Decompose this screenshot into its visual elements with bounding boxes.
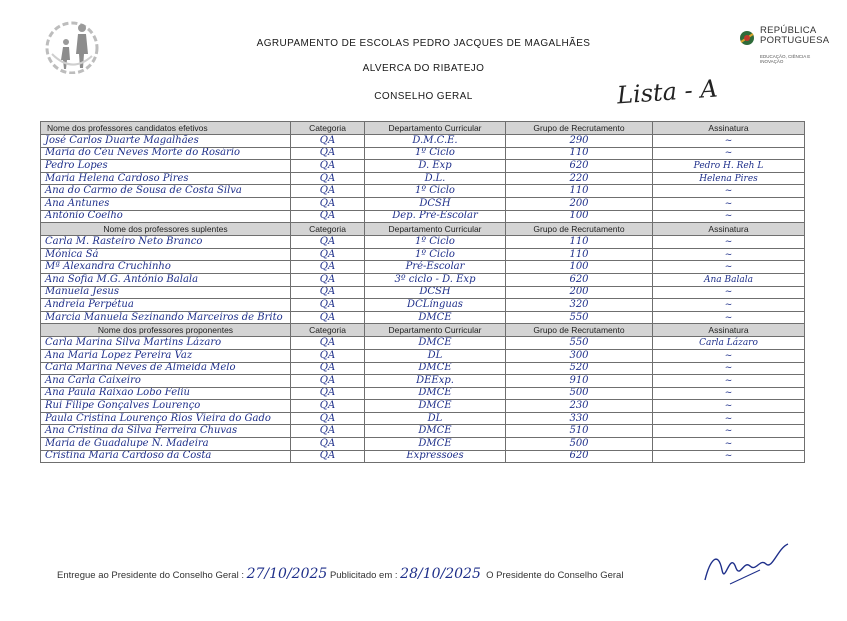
signature-cell: Ana Balala <box>653 273 805 286</box>
candidates-table <box>40 121 805 463</box>
teacher-name: Ana Paula Raixão Lobo Feliú <box>41 387 291 400</box>
teacher-name: Ana Carla Caixeiro <box>41 375 291 388</box>
department-cell: D.M.C.E. <box>365 135 506 148</box>
group-cell: 200 <box>506 286 653 299</box>
category-cell: QA <box>291 197 365 210</box>
table-row <box>41 135 805 148</box>
republic-title-2: PORTUGUESA <box>760 35 830 46</box>
teacher-name: Carla M. Rasteiro Neto Branco <box>41 236 291 249</box>
signature-cell: ~ <box>653 412 805 425</box>
group-cell: 110 <box>506 248 653 261</box>
column-header-department: Departamento Curricular <box>365 122 506 135</box>
signature-cell: ~ <box>653 236 805 249</box>
teacher-name: Marcia Manuela Sezinando Marceiros de Brito <box>41 311 291 324</box>
signature-cell: ~ <box>653 450 805 463</box>
signature-cell: ~ <box>653 248 805 261</box>
group-cell: 110 <box>506 147 653 160</box>
teacher-name: Maria Helena Cardoso Pires <box>41 172 291 185</box>
department-cell: 1º Ciclo <box>365 185 506 198</box>
category-cell: QA <box>291 236 365 249</box>
column-header-department: Departamento Curricular <box>365 223 506 236</box>
department-cell: DMCE <box>365 337 506 350</box>
table-row <box>41 147 805 160</box>
group-cell: 620 <box>506 160 653 173</box>
section-title: Nome dos professores suplentes <box>41 223 291 236</box>
signature-cell: ~ <box>653 438 805 451</box>
section-title: Nome dos professores candidatos efetivos <box>41 122 291 135</box>
column-header-category: Categoria <box>291 122 365 135</box>
group-cell: 110 <box>506 236 653 249</box>
column-header-category: Categoria <box>291 223 365 236</box>
category-cell: QA <box>291 248 365 261</box>
group-cell: 500 <box>506 387 653 400</box>
list-label: Lista - A <box>616 74 719 110</box>
signature-cell: ~ <box>653 299 805 312</box>
table-row <box>41 349 805 362</box>
teacher-name: Maria de Guadalupe N. Madeira <box>41 438 291 451</box>
signature-cell: ~ <box>653 210 805 223</box>
table-row <box>41 273 805 286</box>
section-header-row <box>41 324 805 337</box>
category-cell: QA <box>291 172 365 185</box>
category-cell: QA <box>291 210 365 223</box>
signature-cell: ~ <box>653 197 805 210</box>
section-title: Nome dos professores proponentes <box>41 324 291 337</box>
category-cell: QA <box>291 337 365 350</box>
column-header-signature: Assinatura <box>653 122 805 135</box>
republic-emblem-icon <box>738 28 756 52</box>
category-cell: QA <box>291 362 365 375</box>
signature-cell: ~ <box>653 147 805 160</box>
teacher-name: António Coelho <box>41 210 291 223</box>
table-row <box>41 425 805 438</box>
council-title: CONSELHO GERAL <box>374 91 473 102</box>
department-cell: DCLínguas <box>365 299 506 312</box>
department-cell: 3º ciclo - D. Exp <box>365 273 506 286</box>
table-row <box>41 210 805 223</box>
section-header-row <box>41 122 805 135</box>
published-date: 28/10/2025 <box>400 566 481 582</box>
delivered-date: 27/10/2025 <box>246 566 328 582</box>
category-cell: QA <box>291 147 365 160</box>
group-cell: 100 <box>506 210 653 223</box>
column-header-signature: Assinatura <box>653 324 805 337</box>
group-cell: 110 <box>506 185 653 198</box>
republic-title-1: REPÚBLICA <box>760 25 817 36</box>
table-row <box>41 160 805 173</box>
department-cell: D. Exp <box>365 160 506 173</box>
category-cell: QA <box>291 135 365 148</box>
signature-cell: ~ <box>653 375 805 388</box>
group-cell: 550 <box>506 337 653 350</box>
group-cell: 220 <box>506 172 653 185</box>
department-cell: DMCE <box>365 311 506 324</box>
department-cell: DMCE <box>365 400 506 413</box>
teacher-name: Ana Sofia M.G. António Balala <box>41 273 291 286</box>
category-cell: QA <box>291 311 365 324</box>
group-cell: 290 <box>506 135 653 148</box>
table-row <box>41 400 805 413</box>
table-row <box>41 362 805 375</box>
teacher-name: Ana Antunes <box>41 197 291 210</box>
table-row <box>41 438 805 451</box>
department-cell: D.L. <box>365 172 506 185</box>
signature-cell: ~ <box>653 362 805 375</box>
signature-cell: ~ <box>653 311 805 324</box>
president-signature <box>700 540 800 590</box>
signature-cell: ~ <box>653 185 805 198</box>
table-row <box>41 387 805 400</box>
category-cell: QA <box>291 425 365 438</box>
column-header-signature: Assinatura <box>653 223 805 236</box>
table-row <box>41 311 805 324</box>
column-header-category: Categoria <box>291 324 365 337</box>
department-cell: DL <box>365 349 506 362</box>
teacher-name: Ana Cristina da Silva Ferreira Chuvas <box>41 425 291 438</box>
department-cell: Expressões <box>365 450 506 463</box>
category-cell: QA <box>291 299 365 312</box>
department-cell: DEExp. <box>365 375 506 388</box>
footer <box>57 566 623 582</box>
delivered-label: Entregue ao Presidente do Conselho Geral : <box>57 570 244 581</box>
teacher-name: Maria do Céu Neves Morte do Rosário <box>41 147 291 160</box>
department-cell: DMCE <box>365 438 506 451</box>
category-cell: QA <box>291 387 365 400</box>
table-row <box>41 172 805 185</box>
table-row <box>41 450 805 463</box>
column-header-group: Grupo de Recrutamento <box>506 122 653 135</box>
signature-cell: Carla Lázaro <box>653 337 805 350</box>
teacher-name: Paula Cristina Lourenço Rios Vieira do Gado <box>41 412 291 425</box>
group-cell: 100 <box>506 261 653 274</box>
group-cell: 520 <box>506 362 653 375</box>
column-header-group: Grupo de Recrutamento <box>506 223 653 236</box>
teacher-name: José Carlos Duarte Magalhães <box>41 135 291 148</box>
signature-cell: Helena Pires <box>653 172 805 185</box>
president-label: O Presidente do Conselho Geral <box>486 570 624 581</box>
candidates-table-body <box>41 122 805 463</box>
teacher-name: Cristina Maria Cardoso da Costa <box>41 450 291 463</box>
table-row <box>41 248 805 261</box>
category-cell: QA <box>291 349 365 362</box>
table-row <box>41 236 805 249</box>
signature-cell: Pedro H. Reh L <box>653 160 805 173</box>
signature-cell: ~ <box>653 425 805 438</box>
department-cell: DL <box>365 412 506 425</box>
table-row <box>41 299 805 312</box>
teacher-name: Carla Marina Neves de Almeida Melo <box>41 362 291 375</box>
teacher-name: Mª Alexandra Cruchinho <box>41 261 291 274</box>
category-cell: QA <box>291 185 365 198</box>
group-cell: 230 <box>506 400 653 413</box>
section-header-row <box>41 223 805 236</box>
category-cell: QA <box>291 438 365 451</box>
table-row <box>41 185 805 198</box>
teacher-name: Ana Maria Lopez Pereira Vaz <box>41 349 291 362</box>
teacher-name: Manuela Jesus <box>41 286 291 299</box>
column-header-group: Grupo de Recrutamento <box>506 324 653 337</box>
signature-cell: ~ <box>653 387 805 400</box>
group-cell: 910 <box>506 375 653 388</box>
teacher-name: Andreia Perpétua <box>41 299 291 312</box>
table-row <box>41 412 805 425</box>
category-cell: QA <box>291 273 365 286</box>
department-cell: DCSH <box>365 286 506 299</box>
signature-cell: ~ <box>653 261 805 274</box>
category-cell: QA <box>291 160 365 173</box>
published-label: Publicitado em : <box>329 570 398 581</box>
group-cell: 330 <box>506 412 653 425</box>
department-cell: Pré-Escolar <box>365 261 506 274</box>
republic-subtitle: EDUCAÇÃO, CIÊNCIA E INOVAÇÃO <box>760 54 811 64</box>
category-cell: QA <box>291 400 365 413</box>
signature-cell: ~ <box>653 349 805 362</box>
table-row <box>41 197 805 210</box>
signature-cell: ~ <box>653 286 805 299</box>
table-row <box>41 375 805 388</box>
group-cell: 620 <box>506 450 653 463</box>
department-cell: DCSH <box>365 197 506 210</box>
category-cell: QA <box>291 412 365 425</box>
teacher-name: Mónica Sá <box>41 248 291 261</box>
department-cell: 1º Ciclo <box>365 248 506 261</box>
category-cell: QA <box>291 286 365 299</box>
category-cell: QA <box>291 375 365 388</box>
group-cell: 320 <box>506 299 653 312</box>
teacher-name: Pedro Lopes <box>41 160 291 173</box>
group-cell: 500 <box>506 438 653 451</box>
group-cell: 620 <box>506 273 653 286</box>
town-name: ALVERCA DO RIBATEJO <box>362 63 485 74</box>
group-cell: 200 <box>506 197 653 210</box>
department-cell: 1º Ciclo <box>365 236 506 249</box>
category-cell: QA <box>291 261 365 274</box>
signature-cell: ~ <box>653 400 805 413</box>
table-row <box>41 261 805 274</box>
column-header-department: Departamento Curricular <box>365 324 506 337</box>
table-row <box>41 286 805 299</box>
teacher-name: Ana do Carmo de Sousa de Costa Silva <box>41 185 291 198</box>
department-cell: Dep. Pré-Escolar <box>365 210 506 223</box>
group-cell: 300 <box>506 349 653 362</box>
department-cell: 1º Ciclo <box>365 147 506 160</box>
table-row <box>41 337 805 350</box>
department-cell: DMCE <box>365 387 506 400</box>
department-cell: DMCE <box>365 362 506 375</box>
signature-cell: ~ <box>653 135 805 148</box>
group-cell: 550 <box>506 311 653 324</box>
school-name: AGRUPAMENTO DE ESCOLAS PEDRO JACQUES DE MAGALHÃES <box>256 38 591 49</box>
department-cell: DMCE <box>365 425 506 438</box>
category-cell: QA <box>291 450 365 463</box>
teacher-name: Carla Marina Silva Martins Lázaro <box>41 337 291 350</box>
group-cell: 510 <box>506 425 653 438</box>
teacher-name: Rui Filipe Gonçalves Lourenço <box>41 400 291 413</box>
republic-logo <box>738 26 833 76</box>
